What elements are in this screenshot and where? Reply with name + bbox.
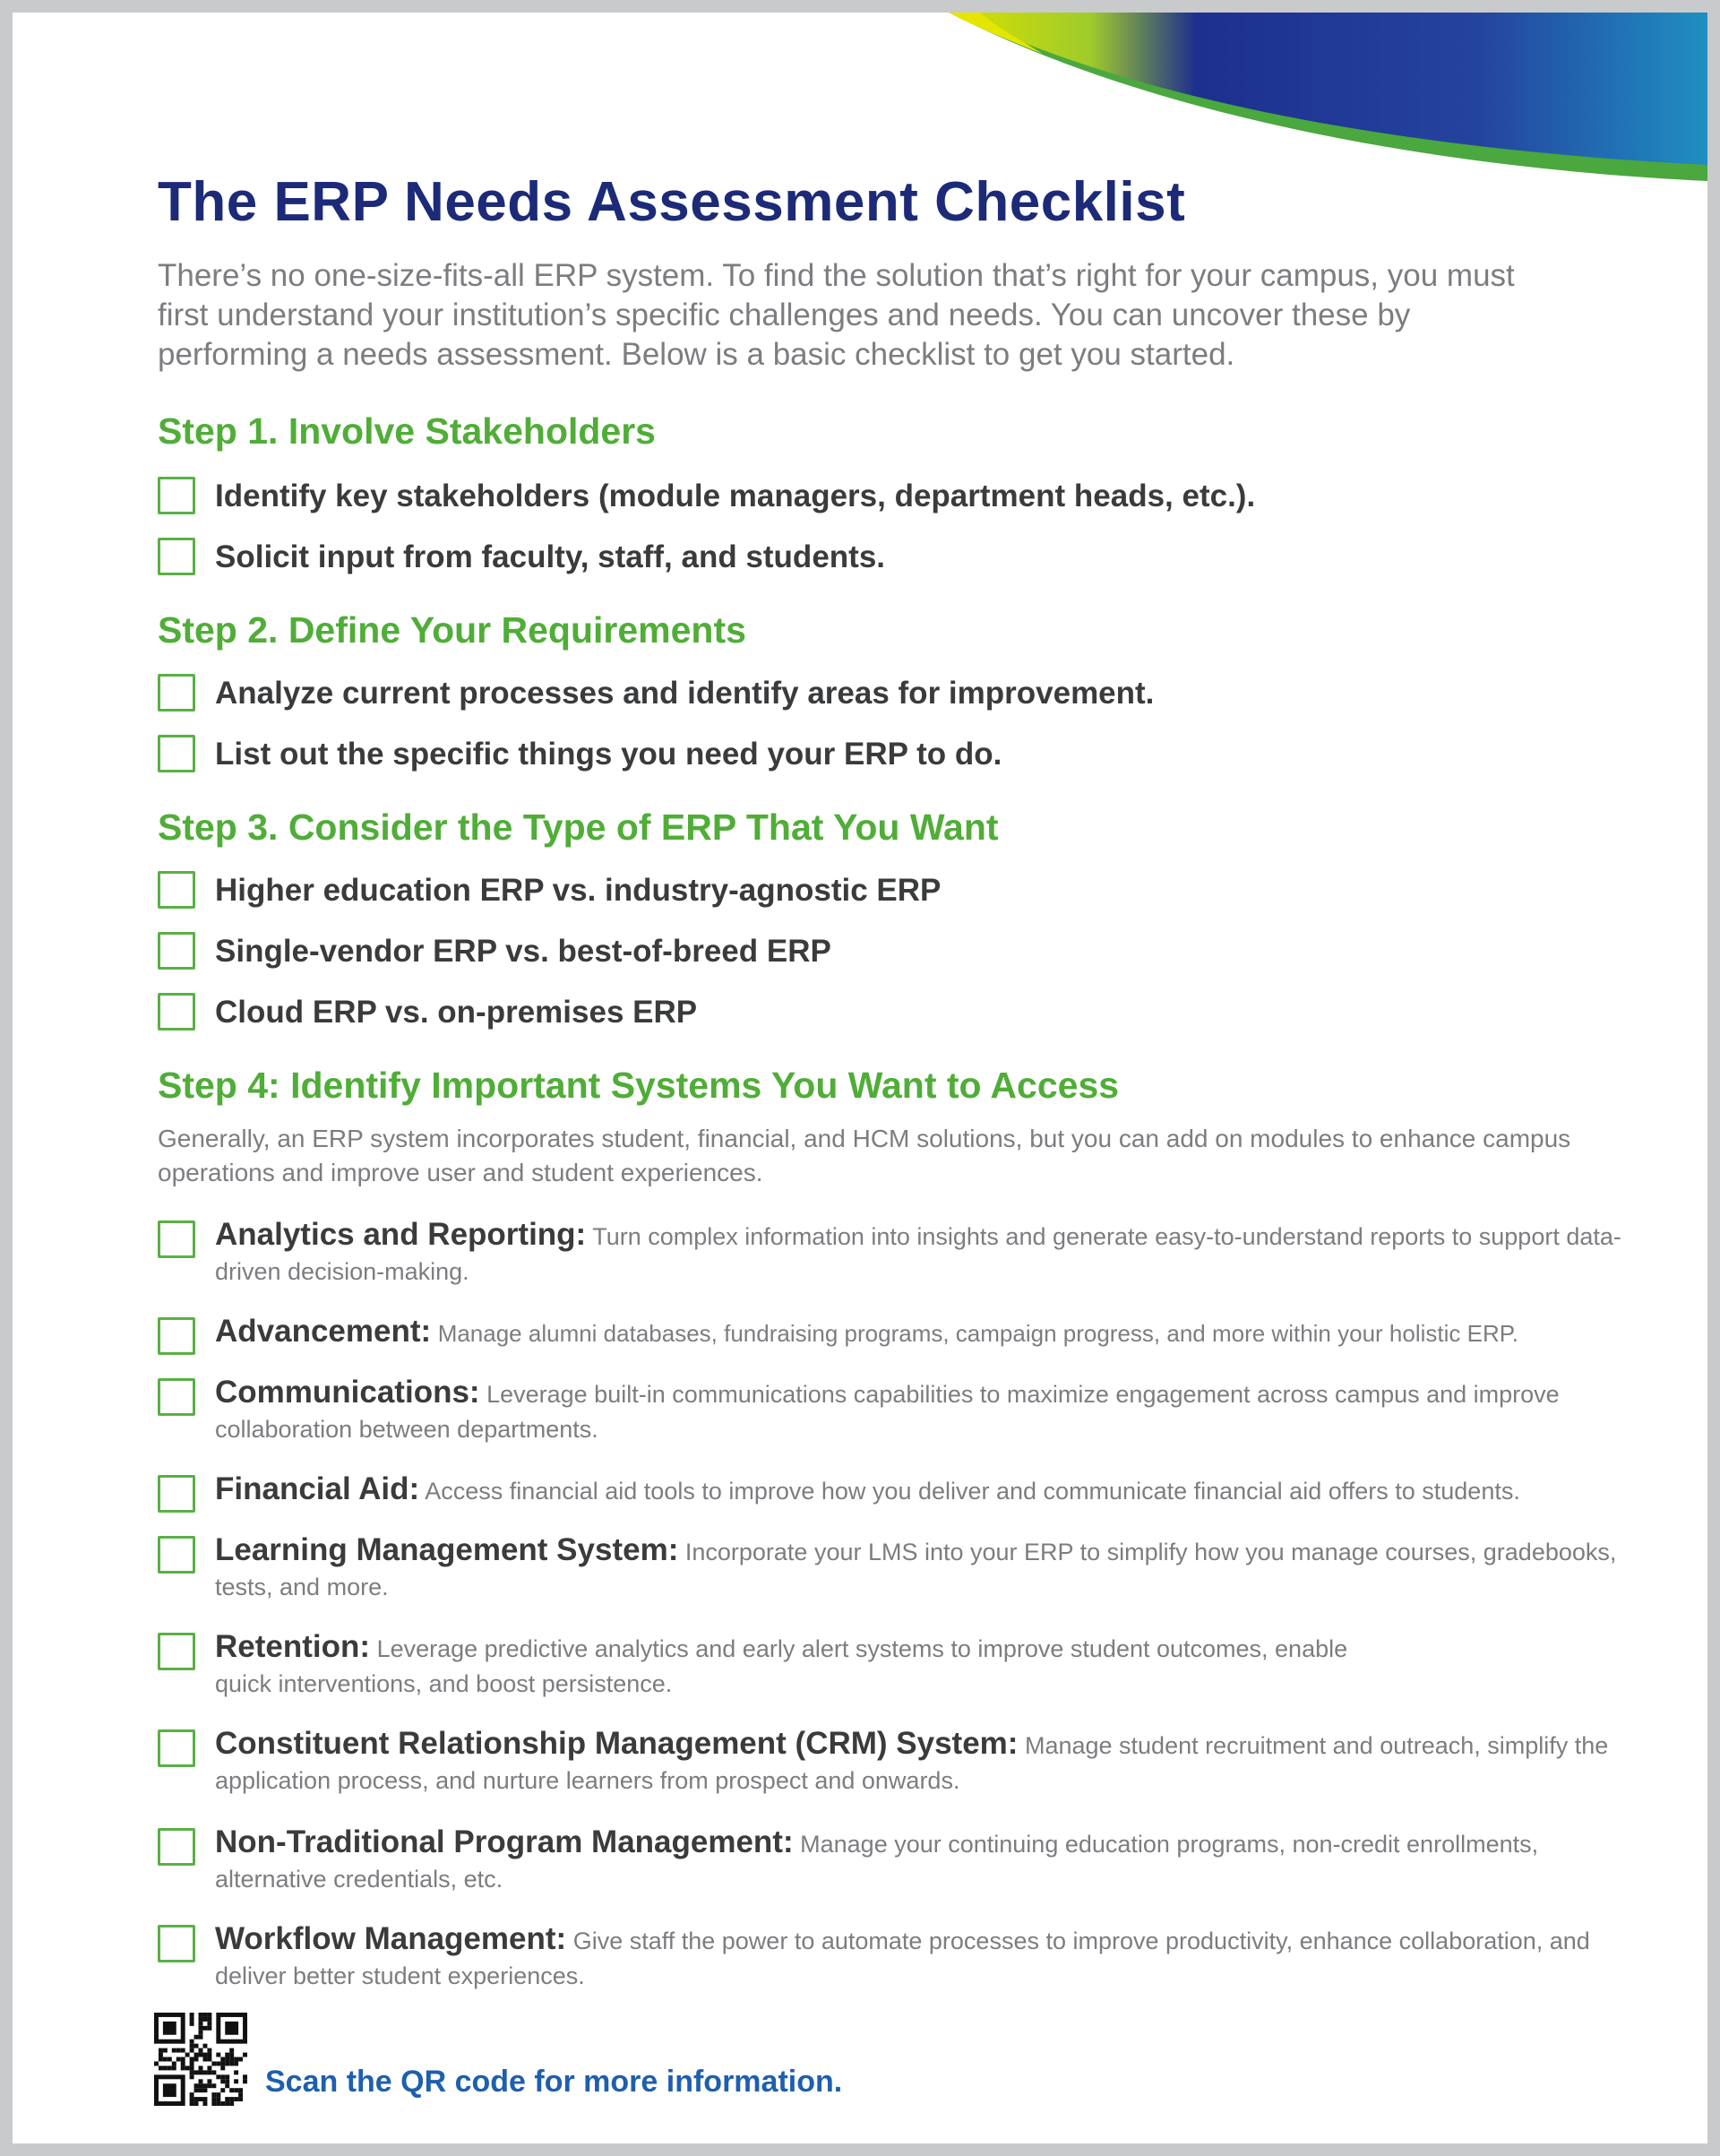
system-name: Advancement:	[215, 1314, 432, 1349]
system-description: Leverage built-in communications capabilities to maximize engagement across campus and improve collaboration between departments.	[215, 1381, 1560, 1443]
decorative-swoosh	[13, 13, 1707, 192]
page-title: The ERP Needs Assessment Checklist	[158, 171, 1186, 233]
qr-code-icon[interactable]	[154, 2013, 247, 2106]
checklist-item-label: Cloud ERP vs. on-premises ERP	[215, 995, 698, 1030]
step-3-heading: Step 3. Consider the Type of ERP That You Want	[158, 806, 999, 848]
system-item-retention[interactable]	[158, 1629, 1394, 1702]
checkbox[interactable]	[158, 1828, 195, 1866]
checklist-page	[13, 13, 1707, 2143]
system-item-analytics[interactable]	[158, 1217, 1645, 1289]
system-item-financial-aid[interactable]	[158, 1471, 1645, 1509]
checkbox[interactable]	[158, 1475, 195, 1513]
system-item-communications[interactable]	[158, 1375, 1645, 1447]
checkbox[interactable]	[158, 1220, 195, 1258]
checkbox[interactable]	[158, 674, 195, 711]
step-1-heading: Step 1. Involve Stakeholders	[158, 410, 656, 452]
checkbox[interactable]	[158, 477, 195, 514]
checklist-item-label: Analyze current processes and identify areas for improvement.	[215, 676, 1155, 711]
system-description: Give staff the power to automate processes to improve productivity, enhance collaboration, and deliver better student experiences.	[215, 1927, 1590, 1989]
intro-paragraph: There’s no one-size-fits-all ERP system. To find the solution that’s right for your campus, you must first understand your institution’s specific challenges and needs. You can uncover these by performing a needs assessment. Below is a basic checklist to get you started.	[158, 258, 1515, 372]
checkbox[interactable]	[158, 538, 195, 575]
checkbox[interactable]	[158, 1633, 195, 1670]
system-description: Access financial aid tools to improve how you deliver and communicate financial aid offers to students.	[425, 1478, 1520, 1505]
system-name: Communications:	[215, 1375, 480, 1410]
checklist-item-label: Higher education ERP vs. industry-agnostic ERP	[215, 873, 942, 908]
checkbox[interactable]	[158, 1925, 195, 1962]
checkbox[interactable]	[158, 993, 195, 1031]
system-name: Workflow Management:	[215, 1921, 567, 1956]
system-name: Constituent Relationship Management (CRM) System:	[215, 1726, 1019, 1761]
system-item-lms[interactable]	[158, 1532, 1645, 1605]
step-4-intro: Generally, an ERP system incorporates student, financial, and HCM solutions, but you can add on modules to enhance campus operations and improve user and student experiences.	[158, 1125, 1571, 1186]
system-name: Financial Aid:	[215, 1471, 420, 1506]
system-name: Learning Management System:	[215, 1532, 679, 1567]
system-description: Manage alumni databases, fundraising programs, campaign progress, and more within your holistic ERP.	[437, 1320, 1518, 1347]
checklist-item-label: Single-vendor ERP vs. best-of-breed ERP	[215, 934, 831, 969]
system-description: Leverage predictive analytics and early alert systems to improve student outcomes, enable quick interventions, and boost persistence.	[215, 1635, 1348, 1697]
system-description: Manage student recruitment and outreach, simplify the application process, and nurture learners from prospect and onwards.	[215, 1732, 1609, 1794]
system-name: Non-Traditional Program Management:	[215, 1824, 794, 1859]
system-name: Analytics and Reporting:	[215, 1217, 587, 1252]
system-item-crm[interactable]	[158, 1726, 1645, 1798]
checkbox[interactable]	[158, 735, 195, 772]
system-name: Retention:	[215, 1629, 371, 1664]
checklist-item-label: List out the specific things you need your ERP to do.	[215, 737, 1002, 772]
system-description: Manage your continuing education programs, non-credit enrollments, alternative credentials, etc.	[215, 1831, 1539, 1893]
checkbox[interactable]	[158, 1378, 195, 1416]
checklist-item-label: Identify key stakeholders (module managers, department heads, etc.).	[215, 479, 1256, 513]
checkbox[interactable]	[158, 932, 195, 970]
system-item-non-traditional[interactable]	[158, 1824, 1645, 1897]
qr-caption[interactable]: Scan the QR code for more information.	[265, 2065, 843, 2099]
system-description: Turn complex information into insights and generate easy-to-understand reports to support data-driven decision-making.	[215, 1223, 1621, 1285]
checkbox[interactable]	[158, 1729, 195, 1767]
checkbox[interactable]	[158, 1317, 195, 1355]
step-4-heading: Step 4: Identify Important Systems You Want to Access	[158, 1065, 1120, 1106]
system-description: Incorporate your LMS into your ERP to simplify how you manage courses, gradebooks, tests, and more.	[215, 1539, 1617, 1600]
system-item-advancement[interactable]	[158, 1314, 1645, 1351]
checklist-item-label: Solicit input from faculty, staff, and students.	[215, 539, 886, 574]
system-item-workflow[interactable]	[158, 1921, 1645, 1994]
checkbox[interactable]	[158, 1536, 195, 1574]
checkbox[interactable]	[158, 871, 195, 909]
step-2-heading: Step 2. Define Your Requirements	[158, 609, 746, 651]
